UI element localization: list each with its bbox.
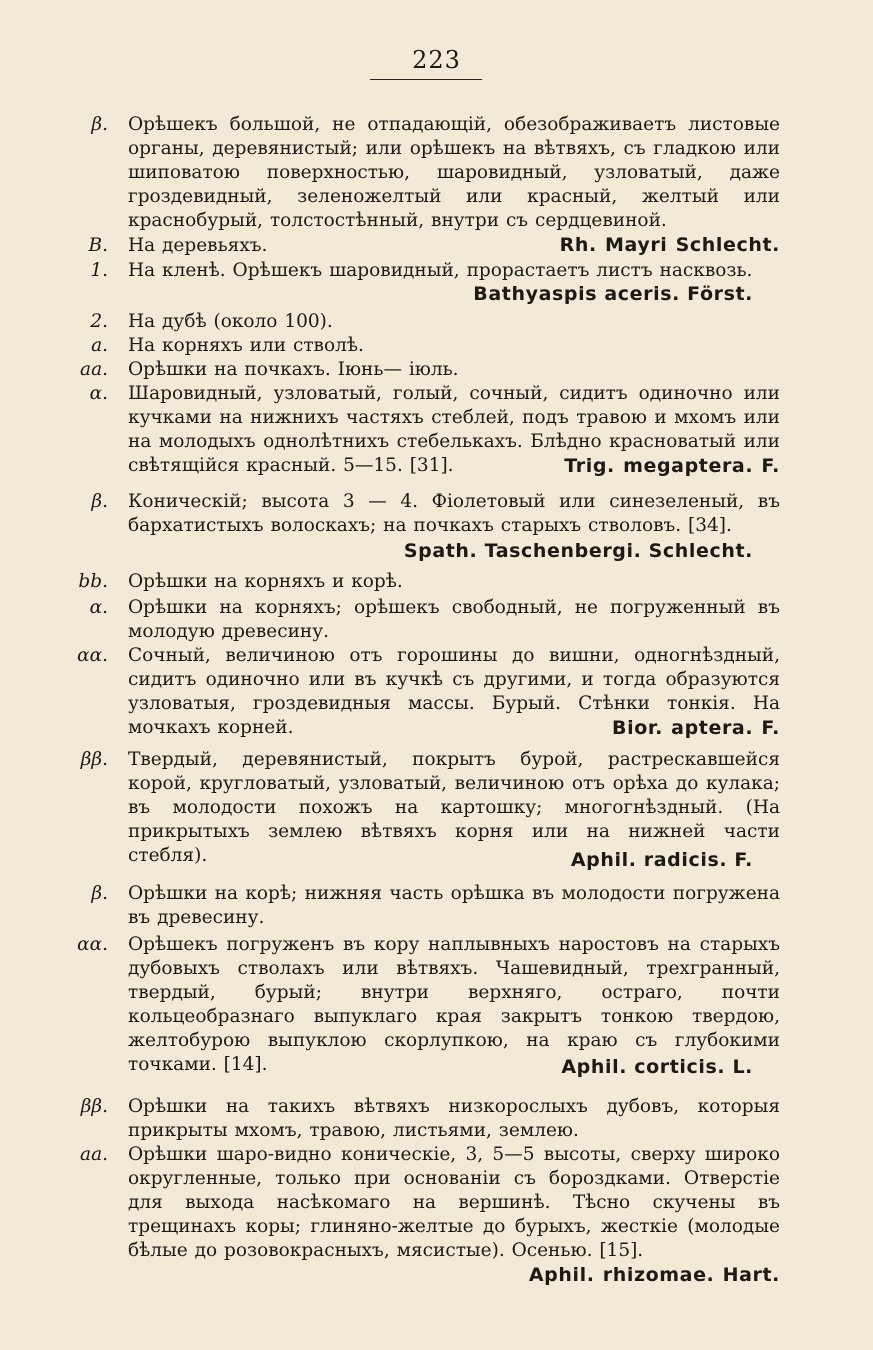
entry-text: Орѣшекъ погруженъ въ кору наплывныхъ наростовъ на старыхъ дубовыхъ стволахъ или вѣтвяхъ. Чашевидный, трехгранный, твердый, бурый; внутри верхняго, остраго, почти кольцеобразнаго выпуклаго края закрытъ тонкою твердою, желтобурою выпуклою скорлупкою, на краю съ глубокими точками. [14]. xyxy=(128,934,780,1075)
entry-mark: aa. xyxy=(80,359,108,380)
entry-text: Орѣшки на корѣ; нижняя часть орѣшка въ молодости погружена въ древесину. xyxy=(128,883,780,928)
species-name: Spath. Taschenbergi. Schlecht. xyxy=(403,540,753,562)
species-name: Rh. Mayri Schlecht. xyxy=(559,234,780,256)
entry-mark: aa. xyxy=(80,1144,108,1165)
entry-text: На кленѣ. Орѣшекъ шаровидный, прорастаетъ листъ насквозь. xyxy=(128,260,753,281)
entry-text xyxy=(128,382,780,478)
entry-mark: a. xyxy=(91,335,108,356)
entry-text: Коническій; высота 3 — 4. Фіолетовый или синезеленый, въ бархатистыхъ волоскахъ; на почкахъ старыхъ стволовъ. [34]. xyxy=(128,491,780,536)
species-name: Aphil. rhizomae. Hart. xyxy=(528,1264,780,1286)
entry-mark: 2. xyxy=(90,311,108,332)
species-name: Aphil. radicis. F. xyxy=(570,849,753,871)
page-number: 223 xyxy=(412,46,461,74)
entry-mark: ββ. xyxy=(80,1096,108,1117)
entry-mark: β. xyxy=(91,491,108,512)
entry-text: Орѣшки на корняхъ и корѣ. xyxy=(128,571,403,592)
entry-mark: ββ. xyxy=(80,749,108,770)
entry-mark: 1. xyxy=(90,260,108,281)
page-number-rule xyxy=(370,79,482,80)
entry-text-content: Орѣшекъ большой, не отпадающій, обезображиваетъ листовые органы, деревянистый; или орѣшекъ на вѣтвяхъ, съ гладкою или шиповатою поверхностью, шаровидный, узловатый, даже гроздевидный, зеленожелтый или красный, желтый или краснобурый, толстостѣнный, внутри съ сердцевиной. xyxy=(128,114,780,231)
species-name: Trig. megaptera. F. xyxy=(564,455,780,477)
entry-mark: β. xyxy=(91,883,108,904)
entry-text xyxy=(128,644,780,740)
entry-mark: B. xyxy=(88,235,108,256)
entry-text xyxy=(128,1143,780,1287)
entry-text: Орѣшки на корняхъ; орѣшекъ свободный, не погруженный въ молодую древесину. xyxy=(128,597,780,642)
entry-text-content: Орѣшки шаро-видно коническіе, 3, 5—5 высоты, сверху широко округленные, только при основаніи съ бороздками. Отверстіе для выхода насѣкомаго на вершинѣ. Тѣсно скучены въ трещинахъ коры; глиняно-желтые до бурыхъ, жесткіе (молодые бѣлые до розовокрасныхъ, мясистые). Осенью. [15]. xyxy=(128,1144,780,1261)
entry-text: Орѣшки на почкахъ. Іюнь— іюль. xyxy=(128,359,459,380)
entry-mark: bb. xyxy=(78,571,108,592)
entry-text-content: Сочный, величиною отъ горошины до вишни, одногнѣздный, сидитъ одиночно или въ кучкѣ съ другими, и тогда образуются узловатыя, гроздевидныя массы. Бурый. Стѣнки тонкія. На мочкахъ корней. xyxy=(128,645,780,738)
species-name: Aphil. corticis. L. xyxy=(561,1056,753,1078)
entry-text: Твердый, деревянистый, покрытъ бурой, растрескавшейся корой, кругловатый, узловатый, величиною отъ орѣха до кулака; въ молодости похожъ на картошку; многогнѣздный. (На прикрытыхъ землею вѣтвяхъ корня или на нижней части стебля). xyxy=(128,749,780,866)
entry-text-content: Шаровидный, узловатый, голый, сочный, сидитъ одиночно или кучками на нижнихъ частяхъ стеблей, подъ травою и мхомъ или на молодыхъ однолѣтнихъ стебелькахъ. Блѣдно красноватый или свѣтящійся красный. 5—15. [31]. xyxy=(128,383,780,476)
entry-text: На корняхъ или стволѣ. xyxy=(128,335,364,356)
entry-text: Орѣшки на такихъ вѣтвяхъ низкорослыхъ дубовъ, которыя прикрыты мхомъ, травою, листьями, землею. xyxy=(128,1096,780,1141)
entry-mark: α. xyxy=(89,597,108,618)
entry-mark: αα. xyxy=(77,934,108,955)
species-name: Bior. aptera. F. xyxy=(612,717,780,739)
species-name: Bathyaspis aceris. Först. xyxy=(473,283,753,305)
entry-mark: αα. xyxy=(77,645,108,666)
entry-text: На дубѣ (около 100). xyxy=(128,311,333,332)
entry-text: На деревьяхъ. xyxy=(128,235,268,256)
entry-mark: α. xyxy=(89,383,108,404)
entry-mark: β. xyxy=(91,114,108,135)
